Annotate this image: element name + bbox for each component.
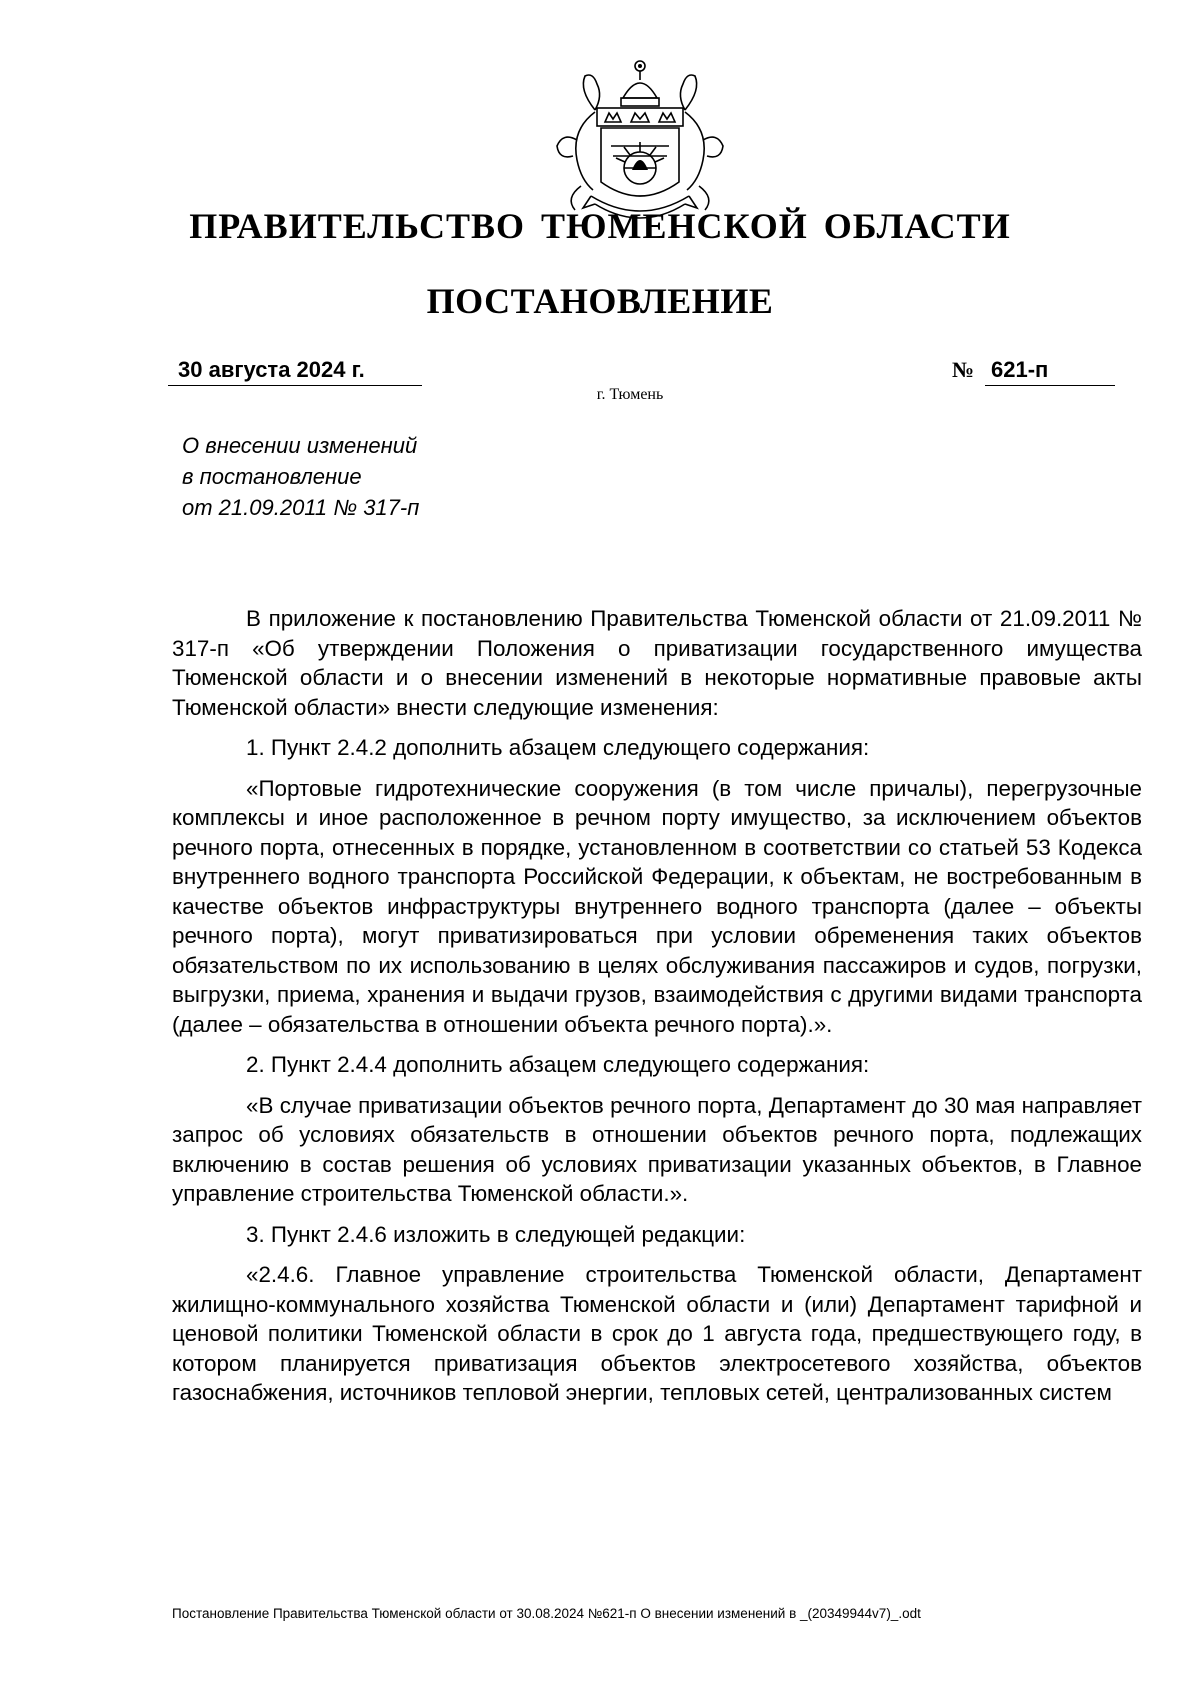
body-paragraph: В приложение к постановлению Правительства Тюменской области от 21.09.2011 № 317-п «Об утверждении Положения о приватизации государственного имущества Тюменской области и о внесении изменений в некоторые нормативные правовые акты Тюменской области» внести следующие изменения: [172,606,1142,720]
document-subject [182,430,602,523]
document-number-label: № [952,357,975,382]
body-paragraph: 2. Пункт 2.4.4 дополнить абзацем следующего содержания: [246,1052,870,1077]
document-date: 30 августа 2024 г. [168,356,422,386]
body-paragraph: «Портовые гидротехнические сооружения (в том числе причалы), перегрузочные комплексы и иное расположенное в речном порту имущество, за исключением объектов речного порта, отнесенных в порядке, установленном в соответствии со статьей 53 Кодекса внутреннего водного транспорта Российской Федерации, к объектам, не востребованным в качестве объектов инфраструктуры внутреннего водного транспорта (далее – объекты речного порта), могут приватизироваться при условии обременения таких объектов обязательством по их использованию в целях обслуживания пассажиров и судов, погрузки, выгрузки, приема, хранения и выдачи грузов, взаимодействия с другими видами транспорта (далее – обязательства в отношении объекта речного порта).». [172,775,1142,1037]
organization-title: ПРАВИТЕЛЬСТВО ТЮМЕНСКОЙ ОБЛАСТИ [189,206,1011,246]
body-paragraph: 3. Пункт 2.4.6 изложить в следующей редакции: [246,1221,746,1247]
document-city: г. Тюмень [596,386,664,403]
document-number: 621-п [985,356,1115,386]
coat-of-arms-icon [535,50,745,230]
subject-line: в постановление [182,464,362,489]
document-body [172,604,1142,1419]
body-paragraph: 1. Пункт 2.4.2 дополнить абзацем следующего содержания: [246,735,870,760]
body-paragraph: «2.4.6. Главное управление строительства Тюменской области, Департамент жилищно-коммунального хозяйства Тюменской области и (или) Департамент тарифной и ценовой политики Тюменской области в срок до 1 августа года, предшествующего году, в котором планируется приватизация объектов электросетевого хозяйства, объектов газоснабжения, источников тепловой энергии, тепловых сетей, централизованных систем [172,1262,1142,1405]
document-footer: Постановление Правительства Тюменской области от 30.08.2024 №621-п О внесении изменений в _(20349944v7)_.odt [172,1606,921,1621]
subject-line: О внесении изменений [182,433,418,458]
body-paragraph: «В случае приватизации объектов речного порта, Департамент до 30 мая направляет запрос об условиях обязательств в отношении объектов речного порта, подлежащих включению в состав решения об условиях приватизации указанных объектов, в Главное управление строительства Тюменской области.». [172,1092,1142,1206]
document-type-title: ПОСТАНОВЛЕНИЕ [426,281,774,321]
subject-line: от 21.09.2011 № 317-п [182,495,420,520]
